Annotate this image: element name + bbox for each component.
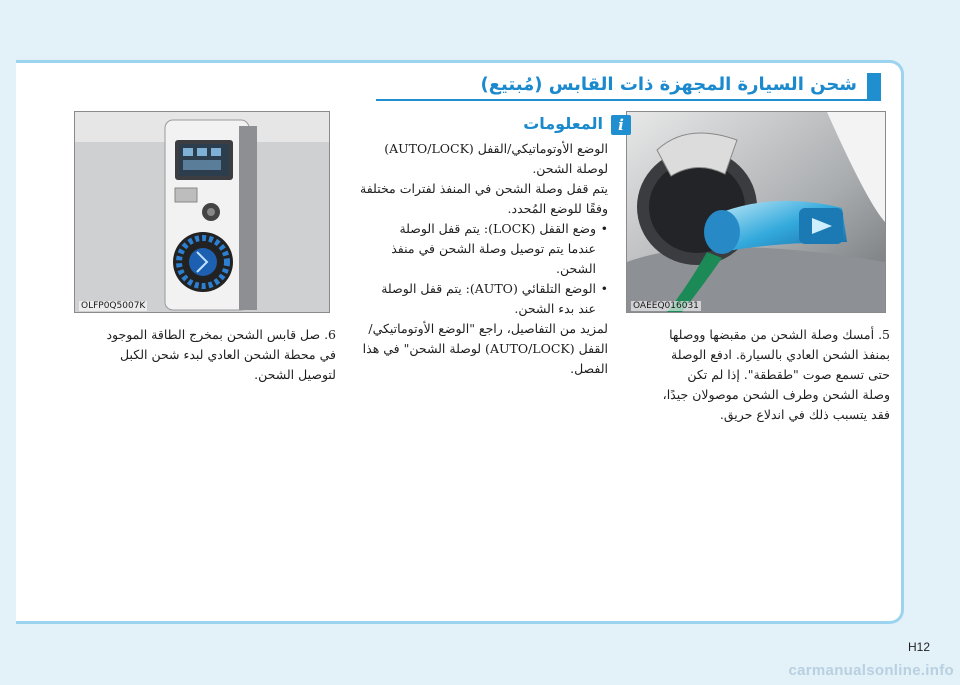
section-title: شحن السيارة المجهزة ذات القابس (مُبتيع) <box>480 74 857 95</box>
watermark: carmanualsonline.info <box>788 662 954 679</box>
step-6-line: 6. صل قابس الشحن بمخرج الطاقة الموجود <box>106 327 336 342</box>
info-line: الوضع الأوتوماتيكي/القفل (AUTO/LOCK) <box>384 141 608 156</box>
step-5-line: 5. أمسك وصلة الشحن من مقبضها ووصلها <box>669 327 890 342</box>
info-line: لوصلة الشحن. <box>532 161 608 176</box>
info-body <box>344 139 608 379</box>
bullet-line: عندما يتم توصيل وصلة الشحن في منفذ <box>391 241 596 256</box>
step-5-line: حتى تسمع صوت "طقطقة". إذا لم تكن <box>687 367 890 382</box>
content-panel <box>16 60 904 624</box>
charging-station-photo <box>74 111 330 313</box>
step-5-line: بمنفذ الشحن العادي بالسيارة. ادفع الوصلة <box>671 347 890 362</box>
info-title: المعلومات <box>523 114 603 133</box>
image-code: OAEEQ016031 <box>633 301 699 311</box>
step-5-line: فقد يتسبب ذلك في اندلاع حريق. <box>719 407 890 422</box>
info-icon: i <box>611 115 631 135</box>
title-marker <box>867 73 881 101</box>
step-5-line: وصلة الشحن وطرف الشحن موصولان جيدًا، <box>662 387 890 402</box>
bullet-lock <box>344 219 596 279</box>
info-bullets <box>344 219 608 319</box>
info-line: وفقًا للوضع المُحدد. <box>507 201 608 216</box>
step-5-text <box>628 325 890 425</box>
info-line: الفصل. <box>570 361 608 376</box>
bullet-line: الشحن. <box>556 261 596 276</box>
step-6-text <box>74 325 336 385</box>
info-line: يتم قفل وصلة الشحن في المنفذ لفترات مختلفة <box>360 181 608 196</box>
charging-port-illustration <box>627 112 885 312</box>
section-title-bar <box>376 73 881 101</box>
step-6-line: لتوصيل الشحن. <box>254 367 336 382</box>
charging-port-photo <box>626 111 886 313</box>
step-6-line: في محطة الشحن العادي لبدء شحن الكبل <box>120 347 336 362</box>
image-code: OLFP0Q5007K <box>81 301 146 311</box>
charging-station-illustration <box>75 112 329 312</box>
info-heading <box>401 115 631 137</box>
bullet-auto <box>344 279 596 319</box>
bullet-line: عند بدء الشحن. <box>514 301 596 316</box>
bullet-line: • وضع القفل (LOCK): يتم قفل الوصلة <box>399 221 596 236</box>
page-number: H12 <box>908 640 931 654</box>
bullet-line: • الوضع التلقائي (AUTO): يتم قفل الوصلة <box>381 281 596 296</box>
info-line: القفل (AUTO/LOCK) لوصلة الشحن" في هذا <box>362 341 608 356</box>
info-line: لمزيد من التفاصيل، راجع "الوضع الأوتوماتيكي/ <box>368 321 608 336</box>
